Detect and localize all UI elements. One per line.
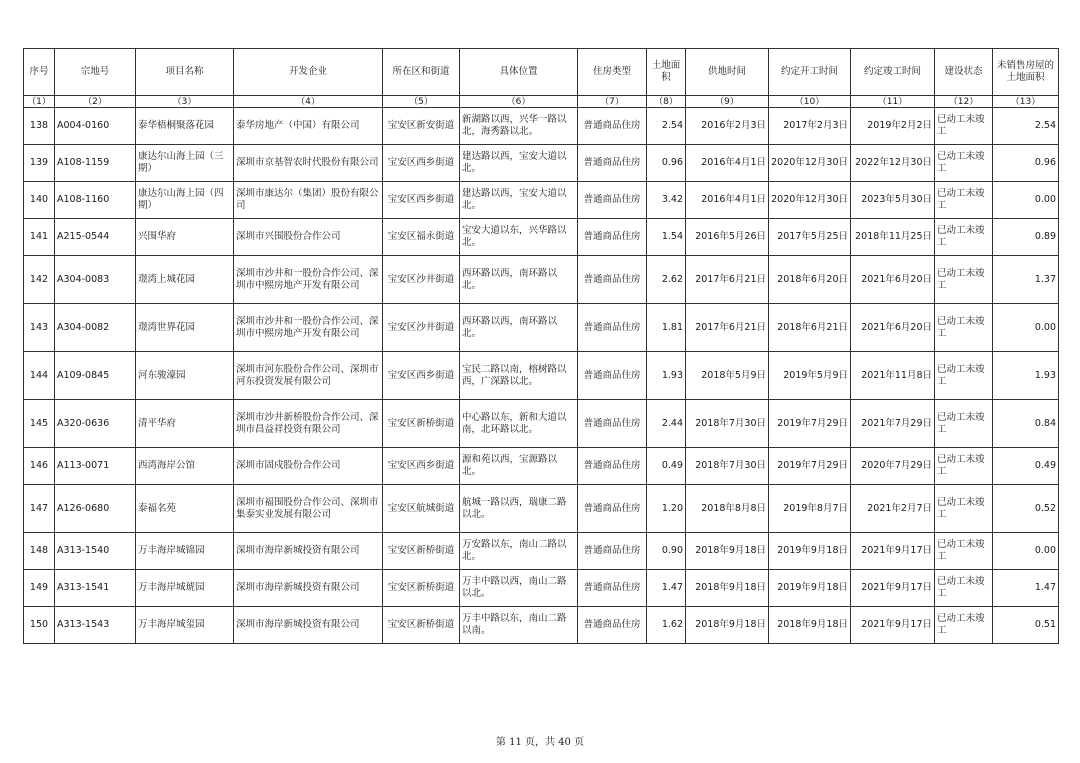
district-cell: 宝安区沙井街道	[383, 256, 460, 304]
row-number-cell: 145	[24, 400, 55, 448]
parcel-number-cell: A004-0160	[55, 108, 136, 145]
supply-date-cell: 2018年8月8日	[686, 485, 769, 533]
project-name-cell: 璟湾上城花园	[136, 256, 234, 304]
district-cell: 宝安区福永街道	[383, 219, 460, 256]
developer-cell: 深圳市海岸新城投资有限公司	[234, 607, 383, 644]
finish-date-cell: 2021年7月29日	[851, 400, 935, 448]
parcel-number-cell: A126-0680	[55, 485, 136, 533]
land-area-cell: 1.20	[647, 485, 686, 533]
developer-cell: 深圳市固戍股份合作公司	[234, 448, 383, 485]
location-cell: 西环路以西，南环路以北。	[460, 256, 578, 304]
developer-cell: 深圳市康达尔（集团）股份有限公司	[234, 182, 383, 219]
finish-date-cell: 2023年5月30日	[851, 182, 935, 219]
district-cell: 宝安区新安街道	[383, 108, 460, 145]
column-number: （5）	[383, 96, 460, 108]
start-date-cell: 2019年7月29日	[769, 448, 851, 485]
finish-date-cell: 2022年12月30日	[851, 145, 935, 182]
row-number-cell: 139	[24, 145, 55, 182]
project-name-cell: 万丰海岸城锦园	[136, 533, 234, 570]
project-name-cell: 清平华府	[136, 400, 234, 448]
location-cell: 宝安大道以东，兴华路以北。	[460, 219, 578, 256]
column-number: （9）	[686, 96, 769, 108]
developer-cell: 深圳市京基智农时代股份有限公司	[234, 145, 383, 182]
developer-cell: 深圳市沙井和一股份合作公司、深圳市中熙房地产开发有限公司	[234, 304, 383, 352]
table-row	[24, 607, 1059, 644]
table-row	[24, 182, 1059, 219]
column-number: （11）	[851, 96, 935, 108]
land-area-cell: 1.93	[647, 352, 686, 400]
unsold-area-cell: 1.93	[993, 352, 1059, 400]
table-row	[24, 533, 1059, 570]
supply-date-cell: 2016年5月26日	[686, 219, 769, 256]
parcel-number-cell: A108-1160	[55, 182, 136, 219]
land-area-cell: 3.42	[647, 182, 686, 219]
finish-date-cell: 2021年9月17日	[851, 533, 935, 570]
housing-type-cell: 普通商品住房	[578, 108, 647, 145]
unsold-area-cell: 0.49	[993, 448, 1059, 485]
parcel-number-cell: A313-1543	[55, 607, 136, 644]
parcel-number-cell: A313-1540	[55, 533, 136, 570]
housing-type-cell: 普通商品住房	[578, 570, 647, 607]
supply-date-cell: 2016年2月3日	[686, 108, 769, 145]
row-number-cell: 147	[24, 485, 55, 533]
supply-date-cell: 2018年5月9日	[686, 352, 769, 400]
district-cell: 宝安区新桥街道	[383, 400, 460, 448]
location-cell: 万丰中路以西，南山二路以北。	[460, 570, 578, 607]
housing-type-cell: 普通商品住房	[578, 256, 647, 304]
header-cell: 住房类型	[578, 49, 647, 96]
parcel-number-cell: A304-0083	[55, 256, 136, 304]
header-cell: 建设状态	[935, 49, 993, 96]
land-area-cell: 1.62	[647, 607, 686, 644]
project-name-cell: 万丰海岸城琥园	[136, 570, 234, 607]
unsold-area-cell: 0.96	[993, 145, 1059, 182]
finish-date-cell: 2021年11月8日	[851, 352, 935, 400]
district-cell: 宝安区西乡街道	[383, 352, 460, 400]
supply-date-cell: 2018年7月30日	[686, 448, 769, 485]
finish-date-cell: 2021年9月17日	[851, 607, 935, 644]
supply-date-cell: 2018年9月18日	[686, 533, 769, 570]
housing-type-cell: 普通商品住房	[578, 304, 647, 352]
row-number-cell: 146	[24, 448, 55, 485]
status-cell: 已动工未竣工	[935, 607, 993, 644]
status-cell: 已动工未竣工	[935, 182, 993, 219]
supply-date-cell: 2017年6月21日	[686, 304, 769, 352]
land-area-cell: 1.47	[647, 570, 686, 607]
district-cell: 宝安区航城街道	[383, 485, 460, 533]
unsold-area-cell: 0.52	[993, 485, 1059, 533]
project-name-cell: 泰华梧桐聚落花园	[136, 108, 234, 145]
row-number-cell: 144	[24, 352, 55, 400]
district-cell: 宝安区新桥街道	[383, 607, 460, 644]
land-area-cell: 2.54	[647, 108, 686, 145]
column-number: （10）	[769, 96, 851, 108]
developer-cell: 泰华房地产（中国）有限公司	[234, 108, 383, 145]
status-cell: 已动工未竣工	[935, 400, 993, 448]
unsold-area-cell: 0.51	[993, 607, 1059, 644]
finish-date-cell: 2019年2月2日	[851, 108, 935, 145]
housing-type-cell: 普通商品住房	[578, 485, 647, 533]
status-cell: 已动工未竣工	[935, 304, 993, 352]
unsold-area-cell: 0.00	[993, 533, 1059, 570]
header-row	[24, 49, 1059, 96]
developer-cell: 深圳市河东股份合作公司、深圳市河东投资发展有限公司	[234, 352, 383, 400]
header-cell: 约定竣工时间	[851, 49, 935, 96]
project-name-cell: 泰福名苑	[136, 485, 234, 533]
supply-date-cell: 2018年9月18日	[686, 570, 769, 607]
status-cell: 已动工未竣工	[935, 533, 993, 570]
row-number-cell: 149	[24, 570, 55, 607]
header-cell: 约定开工时间	[769, 49, 851, 96]
table-row	[24, 145, 1059, 182]
finish-date-cell: 2021年9月17日	[851, 570, 935, 607]
header-cell: 宗地号	[55, 49, 136, 96]
table-row	[24, 256, 1059, 304]
status-cell: 已动工未竣工	[935, 145, 993, 182]
start-date-cell: 2019年9月18日	[769, 570, 851, 607]
district-cell: 宝安区西乡街道	[383, 182, 460, 219]
status-cell: 已动工未竣工	[935, 256, 993, 304]
column-number: （7）	[578, 96, 647, 108]
start-date-cell: 2017年2月3日	[769, 108, 851, 145]
header-cell: 序号	[24, 49, 55, 96]
column-number-row	[24, 96, 1059, 108]
column-number: （6）	[460, 96, 578, 108]
row-number-cell: 141	[24, 219, 55, 256]
developer-cell: 深圳市海岸新城投资有限公司	[234, 570, 383, 607]
land-area-cell: 2.44	[647, 400, 686, 448]
start-date-cell: 2019年9月18日	[769, 533, 851, 570]
district-cell: 宝安区西乡街道	[383, 145, 460, 182]
land-area-cell: 2.62	[647, 256, 686, 304]
parcel-number-cell: A304-0082	[55, 304, 136, 352]
parcel-number-cell: A313-1541	[55, 570, 136, 607]
housing-type-cell: 普通商品住房	[578, 607, 647, 644]
housing-type-cell: 普通商品住房	[578, 533, 647, 570]
developer-cell: 深圳市福围股份合作公司、深圳市集泰实业发展有限公司	[234, 485, 383, 533]
district-cell: 宝安区西乡街道	[383, 448, 460, 485]
unsold-area-cell: 1.47	[993, 570, 1059, 607]
project-name-cell: 西湾海岸公馆	[136, 448, 234, 485]
developer-cell: 深圳市沙井和一股份合作公司、深圳市中熙房地产开发有限公司	[234, 256, 383, 304]
table-row	[24, 219, 1059, 256]
location-cell: 新湖路以西，兴华一路以北，海秀路以北。	[460, 108, 578, 145]
header-cell: 所在区和街道	[383, 49, 460, 96]
land-area-cell: 1.81	[647, 304, 686, 352]
row-number-cell: 138	[24, 108, 55, 145]
table-row	[24, 485, 1059, 533]
status-cell: 已动工未竣工	[935, 485, 993, 533]
status-cell: 已动工未竣工	[935, 570, 993, 607]
parcel-number-cell: A108-1159	[55, 145, 136, 182]
start-date-cell: 2019年8月7日	[769, 485, 851, 533]
table-row	[24, 108, 1059, 145]
supply-date-cell: 2017年6月21日	[686, 256, 769, 304]
unsold-area-cell: 0.00	[993, 304, 1059, 352]
column-number: （1）	[24, 96, 55, 108]
page-footer: 第 11 页，共 40 页	[495, 737, 585, 748]
housing-type-cell: 普通商品住房	[578, 219, 647, 256]
column-number: （4）	[234, 96, 383, 108]
column-number: （13）	[993, 96, 1059, 108]
start-date-cell: 2020年12月30日	[769, 145, 851, 182]
unsold-area-cell: 0.84	[993, 400, 1059, 448]
finish-date-cell: 2018年11月25日	[851, 219, 935, 256]
district-cell: 宝安区新桥街道	[383, 570, 460, 607]
row-number-cell: 140	[24, 182, 55, 219]
parcel-number-cell: A320-0636	[55, 400, 136, 448]
column-number: （8）	[647, 96, 686, 108]
start-date-cell: 2018年6月21日	[769, 304, 851, 352]
parcel-number-cell: A113-0071	[55, 448, 136, 485]
column-number: （12）	[935, 96, 993, 108]
finish-date-cell: 2020年7月29日	[851, 448, 935, 485]
status-cell: 已动工未竣工	[935, 219, 993, 256]
housing-type-cell: 普通商品住房	[578, 400, 647, 448]
land-area-cell: 0.90	[647, 533, 686, 570]
housing-type-cell: 普通商品住房	[578, 448, 647, 485]
table-row	[24, 448, 1059, 485]
table-body	[24, 108, 1059, 644]
project-name-cell: 兴围华府	[136, 219, 234, 256]
start-date-cell: 2019年5月9日	[769, 352, 851, 400]
finish-date-cell: 2021年2月7日	[851, 485, 935, 533]
start-date-cell: 2017年5月25日	[769, 219, 851, 256]
unsold-area-cell: 0.89	[993, 219, 1059, 256]
developer-cell: 深圳市海岸新城投资有限公司	[234, 533, 383, 570]
location-cell: 源和苑以西，宝源路以北。	[460, 448, 578, 485]
header-cell: 供地时间	[686, 49, 769, 96]
start-date-cell: 2018年9月18日	[769, 607, 851, 644]
housing-type-cell: 普通商品住房	[578, 145, 647, 182]
unsold-area-cell: 0.00	[993, 182, 1059, 219]
project-name-cell: 康达尔山海上园（四期）	[136, 182, 234, 219]
table-row	[24, 400, 1059, 448]
supply-date-cell: 2018年9月18日	[686, 607, 769, 644]
column-number: （3）	[136, 96, 234, 108]
row-number-cell: 143	[24, 304, 55, 352]
unsold-area-cell: 1.37	[993, 256, 1059, 304]
location-cell: 西环路以西，南环路以北。	[460, 304, 578, 352]
location-cell: 万安路以东，南山二路以北。	[460, 533, 578, 570]
land-area-cell: 1.54	[647, 219, 686, 256]
header-cell: 项目名称	[136, 49, 234, 96]
finish-date-cell: 2021年6月20日	[851, 304, 935, 352]
parcel-number-cell: A215-0544	[55, 219, 136, 256]
project-name-cell: 璟湾世界花园	[136, 304, 234, 352]
table-row	[24, 304, 1059, 352]
header-cell: 开发企业	[234, 49, 383, 96]
location-cell: 宝民二路以南，榕树路以西，广深路以北。	[460, 352, 578, 400]
status-cell: 已动工未竣工	[935, 352, 993, 400]
supply-date-cell: 2016年4月1日	[686, 145, 769, 182]
location-cell: 航城一路以西，瑞康二路以北。	[460, 485, 578, 533]
developer-cell: 深圳市沙井新桥股份合作公司、深圳市昌益祥投资有限公司	[234, 400, 383, 448]
location-cell: 中心路以东，新和大道以南，北环路以北。	[460, 400, 578, 448]
location-cell: 万丰中路以东，南山二路以南。	[460, 607, 578, 644]
start-date-cell: 2018年6月20日	[769, 256, 851, 304]
header-cell: 土地面积	[647, 49, 686, 96]
status-cell: 已动工未竣工	[935, 108, 993, 145]
row-number-cell: 148	[24, 533, 55, 570]
location-cell: 建达路以西，宝安大道以北。	[460, 182, 578, 219]
housing-type-cell: 普通商品住房	[578, 352, 647, 400]
land-supply-table	[23, 48, 1059, 644]
project-name-cell: 康达尔山海上园（三期）	[136, 145, 234, 182]
start-date-cell: 2019年7月29日	[769, 400, 851, 448]
parcel-number-cell: A109-0845	[55, 352, 136, 400]
land-area-cell: 0.49	[647, 448, 686, 485]
column-number: （2）	[55, 96, 136, 108]
table-row	[24, 352, 1059, 400]
status-cell: 已动工未竣工	[935, 448, 993, 485]
project-name-cell: 河东骏濠园	[136, 352, 234, 400]
housing-type-cell: 普通商品住房	[578, 182, 647, 219]
district-cell: 宝安区沙井街道	[383, 304, 460, 352]
header-cell: 具体位置	[460, 49, 578, 96]
header-cell: 未销售房屋的土地面积	[993, 49, 1059, 96]
row-number-cell: 150	[24, 607, 55, 644]
row-number-cell: 142	[24, 256, 55, 304]
table-row	[24, 570, 1059, 607]
unsold-area-cell: 2.54	[993, 108, 1059, 145]
supply-date-cell: 2016年4月1日	[686, 182, 769, 219]
project-name-cell: 万丰海岸城玺园	[136, 607, 234, 644]
developer-cell: 深圳市兴围股份合作公司	[234, 219, 383, 256]
district-cell: 宝安区新桥街道	[383, 533, 460, 570]
start-date-cell: 2020年12月30日	[769, 182, 851, 219]
location-cell: 建达路以西，宝安大道以北。	[460, 145, 578, 182]
finish-date-cell: 2021年6月20日	[851, 256, 935, 304]
supply-date-cell: 2018年7月30日	[686, 400, 769, 448]
land-area-cell: 0.96	[647, 145, 686, 182]
